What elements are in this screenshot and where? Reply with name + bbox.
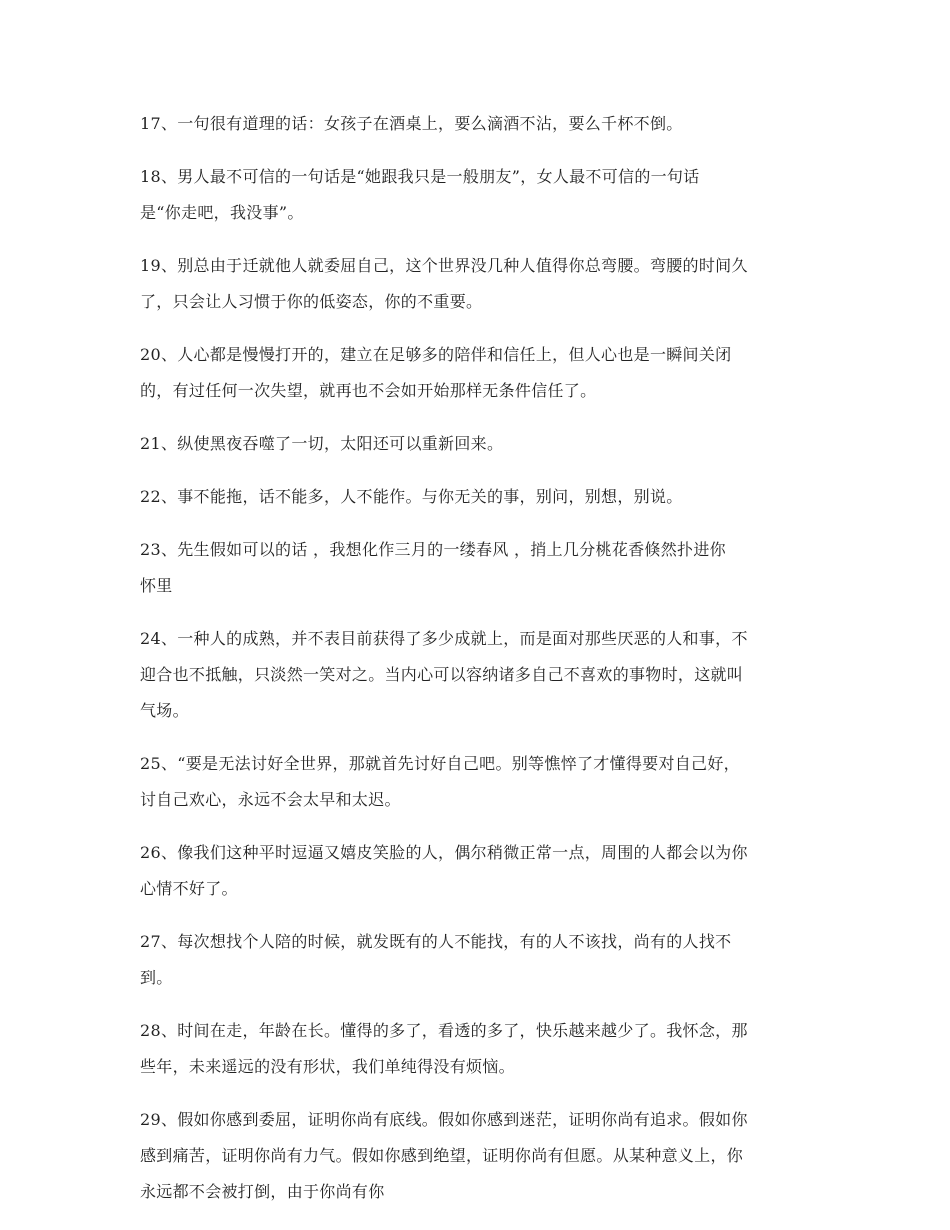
paragraph-18	[140, 159, 805, 231]
paragraph-26	[140, 835, 805, 907]
paragraph-line: 是“你走吧，我没事”。	[140, 203, 304, 222]
paragraph-line: 的，有过任何一次失望，就再也不会如开始那样无条件信任了。	[140, 381, 597, 400]
paragraph-28	[140, 1013, 805, 1085]
paragraph-24	[140, 621, 805, 729]
paragraph-27	[140, 924, 805, 996]
paragraph-line: 气场。	[140, 701, 189, 720]
paragraph-25	[140, 746, 805, 818]
paragraph-line: 怀里	[140, 576, 173, 595]
paragraph-line: 些年，未来遥远的没有形状，我们单纯得没有烦恼。	[140, 1057, 515, 1076]
paragraph-line: 迎合也不抵触，只淡然一笑对之。当内心可以容纳诸多自己不喜欢的事物时，这就叫	[140, 665, 744, 684]
paragraph-line: 26、像我们这种平时逗逼又嬉皮笑脸的人，偶尔稍微正常一点，周围的人都会以为你	[140, 843, 748, 862]
paragraph-20	[140, 337, 805, 409]
paragraph-line: 23、先生假如可以的话 ，我想化作三月的一缕春风 ，捎上几分桃花香倏然扑进你	[140, 540, 726, 559]
paragraph-line: 讨自己欢心，永远不会太早和太迟。	[140, 790, 401, 809]
paragraph-line: 27、每次想找个人陪的时候，就发既有的人不能找，有的人不该找，尚有的人找不	[140, 932, 732, 951]
paragraph-line: 24、一种人的成熟，并不表目前获得了多少成就上，而是面对那些厌恶的人和事，不	[140, 629, 748, 648]
paragraph-line: 21、纵使黑夜吞噬了一切，太阳还可以重新回来。	[140, 434, 504, 453]
paragraph-line: 28、时间在走，年龄在长。懂得的多了，看透的多了，快乐越来越少了。我怀念，那	[140, 1021, 748, 1040]
document-body	[140, 106, 805, 1227]
paragraph-22	[140, 479, 805, 515]
paragraph-line: 29、假如你感到委屈，证明你尚有底线。假如你感到迷茫，证明你尚有追求。假如你	[140, 1110, 748, 1129]
paragraph-line: 20、人心都是慢慢打开的，建立在足够多的陪伴和信任上，但人心也是一瞬间关闭	[140, 345, 732, 364]
paragraph-line: 心情不好了。	[140, 879, 238, 898]
paragraph-line: 了，只会让人习惯于你的低姿态，你的不重要。	[140, 292, 483, 311]
paragraph-line: 到。	[140, 968, 173, 987]
paragraph-line: 永远都不会被打倒，由于你尚有你	[140, 1182, 385, 1201]
paragraph-19	[140, 248, 805, 320]
paragraph-line: 感到痛苦，证明你尚有力气。假如你感到绝望，证明你尚有但愿。从某种意义上，你	[140, 1146, 744, 1165]
paragraph-line: 17、一句很有道理的话：女孩子在酒桌上，要么滴酒不沾，要么千杯不倒。	[140, 114, 683, 133]
paragraph-line: 25、“要是无法讨好全世界，那就首先讨好自己吧。别等憔悴了才懂得要对自己好，	[140, 754, 740, 773]
paragraph-17	[140, 106, 805, 142]
paragraph-29	[140, 1102, 805, 1210]
paragraph-line: 18、男人最不可信的一句话是“她跟我只是一般朋友”，女人最不可信的一句话	[140, 167, 700, 186]
paragraph-line: 19、别总由于迁就他人就委屈自己，这个世界没几种人值得你总弯腰。弯腰的时间久	[140, 256, 748, 275]
paragraph-21	[140, 426, 805, 462]
paragraph-line: 22、事不能拖，话不能多，人不能作。与你无关的事，别问，别想，别说。	[140, 487, 683, 506]
paragraph-23	[140, 532, 805, 604]
